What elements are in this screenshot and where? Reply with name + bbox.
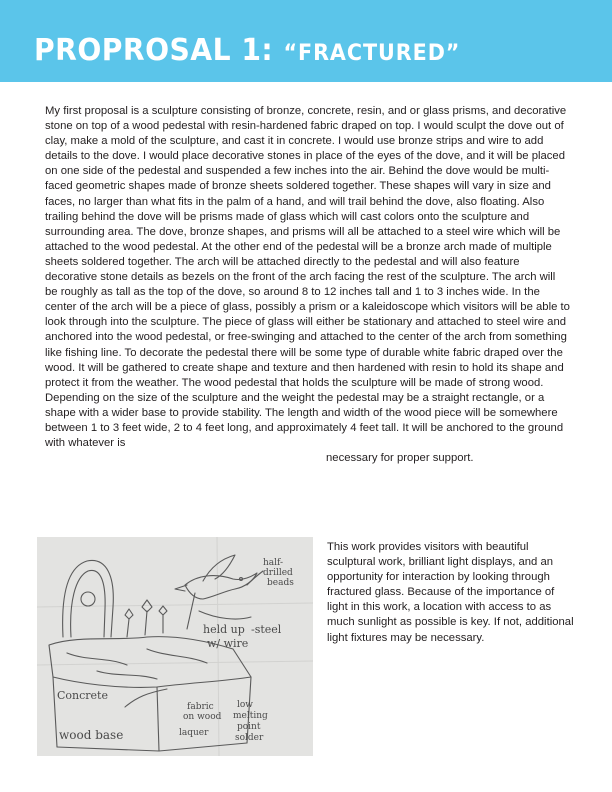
sketch-drawing — [37, 537, 313, 756]
label-drilled: drilled — [263, 568, 293, 578]
description-text: My first proposal is a sculpture consisting of bronze, concrete, resin, and or glass prisms, and decorative stone on top of a wood pedestal with resin-hardened fabric draped on top. I would sculpt the dove out of clay, make a mold of the sculpture, and cast it in concrete. I would use bronze strips and wire to add details to the dove. I would place decorative stones in place of the eyes of the dove, and it will be placed on one side of the pedestal and suspended a few inches into the air. Behind the dove would be multi-faced geometric shapes made of bronze sheets soldered together. These shapes will vary in size and faces, no larger than what fits in the palm of a hand, and will trail behind the dove, also floating. Also trailing behind the dove will be prisms made of glass which will cast colors onto the sculpture and surrounding area. The dove, bronze shapes, and prisms will all be attached to a steel wire which will be attached to the wood pedestal. At the other end of the pedestal will be a bronze arch made of multiple sheets soldered together. The arch will be attached directly to the pedestal and will also feature decorative stone details as bezels on the front of the arch facing the rest of the sculpture. The arch will be roughly as tall as the top of the dove, so around 8 to 12 inches tall and 1 to 3 inches wide. In the center of the arch will be a piece of glass, possibly a prism or a kaleidoscope which visitors will be able to look through into the sculpture. The piece of glass will either be stationary and attached to steel wire and anchored into the wood pedestal, or free-swinging and attached to the center of the arch from something like fishing line. To decorate the pedestal there will be some type of durable white fabric draped over the wood. It will be gathered to create shape and texture and then hardened with resin to hold its shape and protect it from the weather. The wood pedestal that holds the sculpture will be made of strong wood. Depending on the size of the sculpture and the weight the pedestal may be a straight rectangle, or a shape with a wider base to provide stability. The length and width of the wood piece will be somewhere between 1 to 3 feet wide, 2 to 4 feet long, and approximately 4 feet tall. It will be anchored to the ground with whatever is — [45, 105, 570, 450]
label-on-wood: on wood — [183, 712, 222, 722]
title-name: “FRACTURED” — [283, 41, 461, 66]
proposal-benefits: This work provides visitors with beautiful sculptural work, brilliant light displays, and an opportunity for interaction by looking through fractured glass. Because of the importance of light in this work, a location with access to as much sunlight as possible is key. If not, additional light fixtures may be necessary. — [327, 541, 574, 644]
label-wood-base: wood base — [59, 728, 124, 742]
title-number: PROPROSAL 1: — [34, 33, 274, 68]
label-held-up: held up — [203, 623, 245, 636]
page-title — [34, 34, 460, 71]
proposal-description — [45, 104, 570, 466]
label-laquer: laquer — [179, 728, 209, 738]
label-melting: melting — [233, 711, 268, 721]
label-beads: beads — [267, 578, 294, 588]
label-low: low — [237, 700, 254, 710]
label-fabric: fabric — [187, 702, 214, 712]
label-concrete: Concrete — [57, 689, 108, 702]
label-half: half- — [263, 558, 284, 568]
label-wire: w/ wire — [207, 637, 249, 650]
label-steel: -steel — [251, 623, 282, 636]
label-point: point — [237, 722, 261, 732]
description-last-line: necessary for proper support. — [326, 452, 474, 465]
label-solder: solder — [235, 733, 264, 743]
sculpture-sketch — [37, 537, 313, 756]
